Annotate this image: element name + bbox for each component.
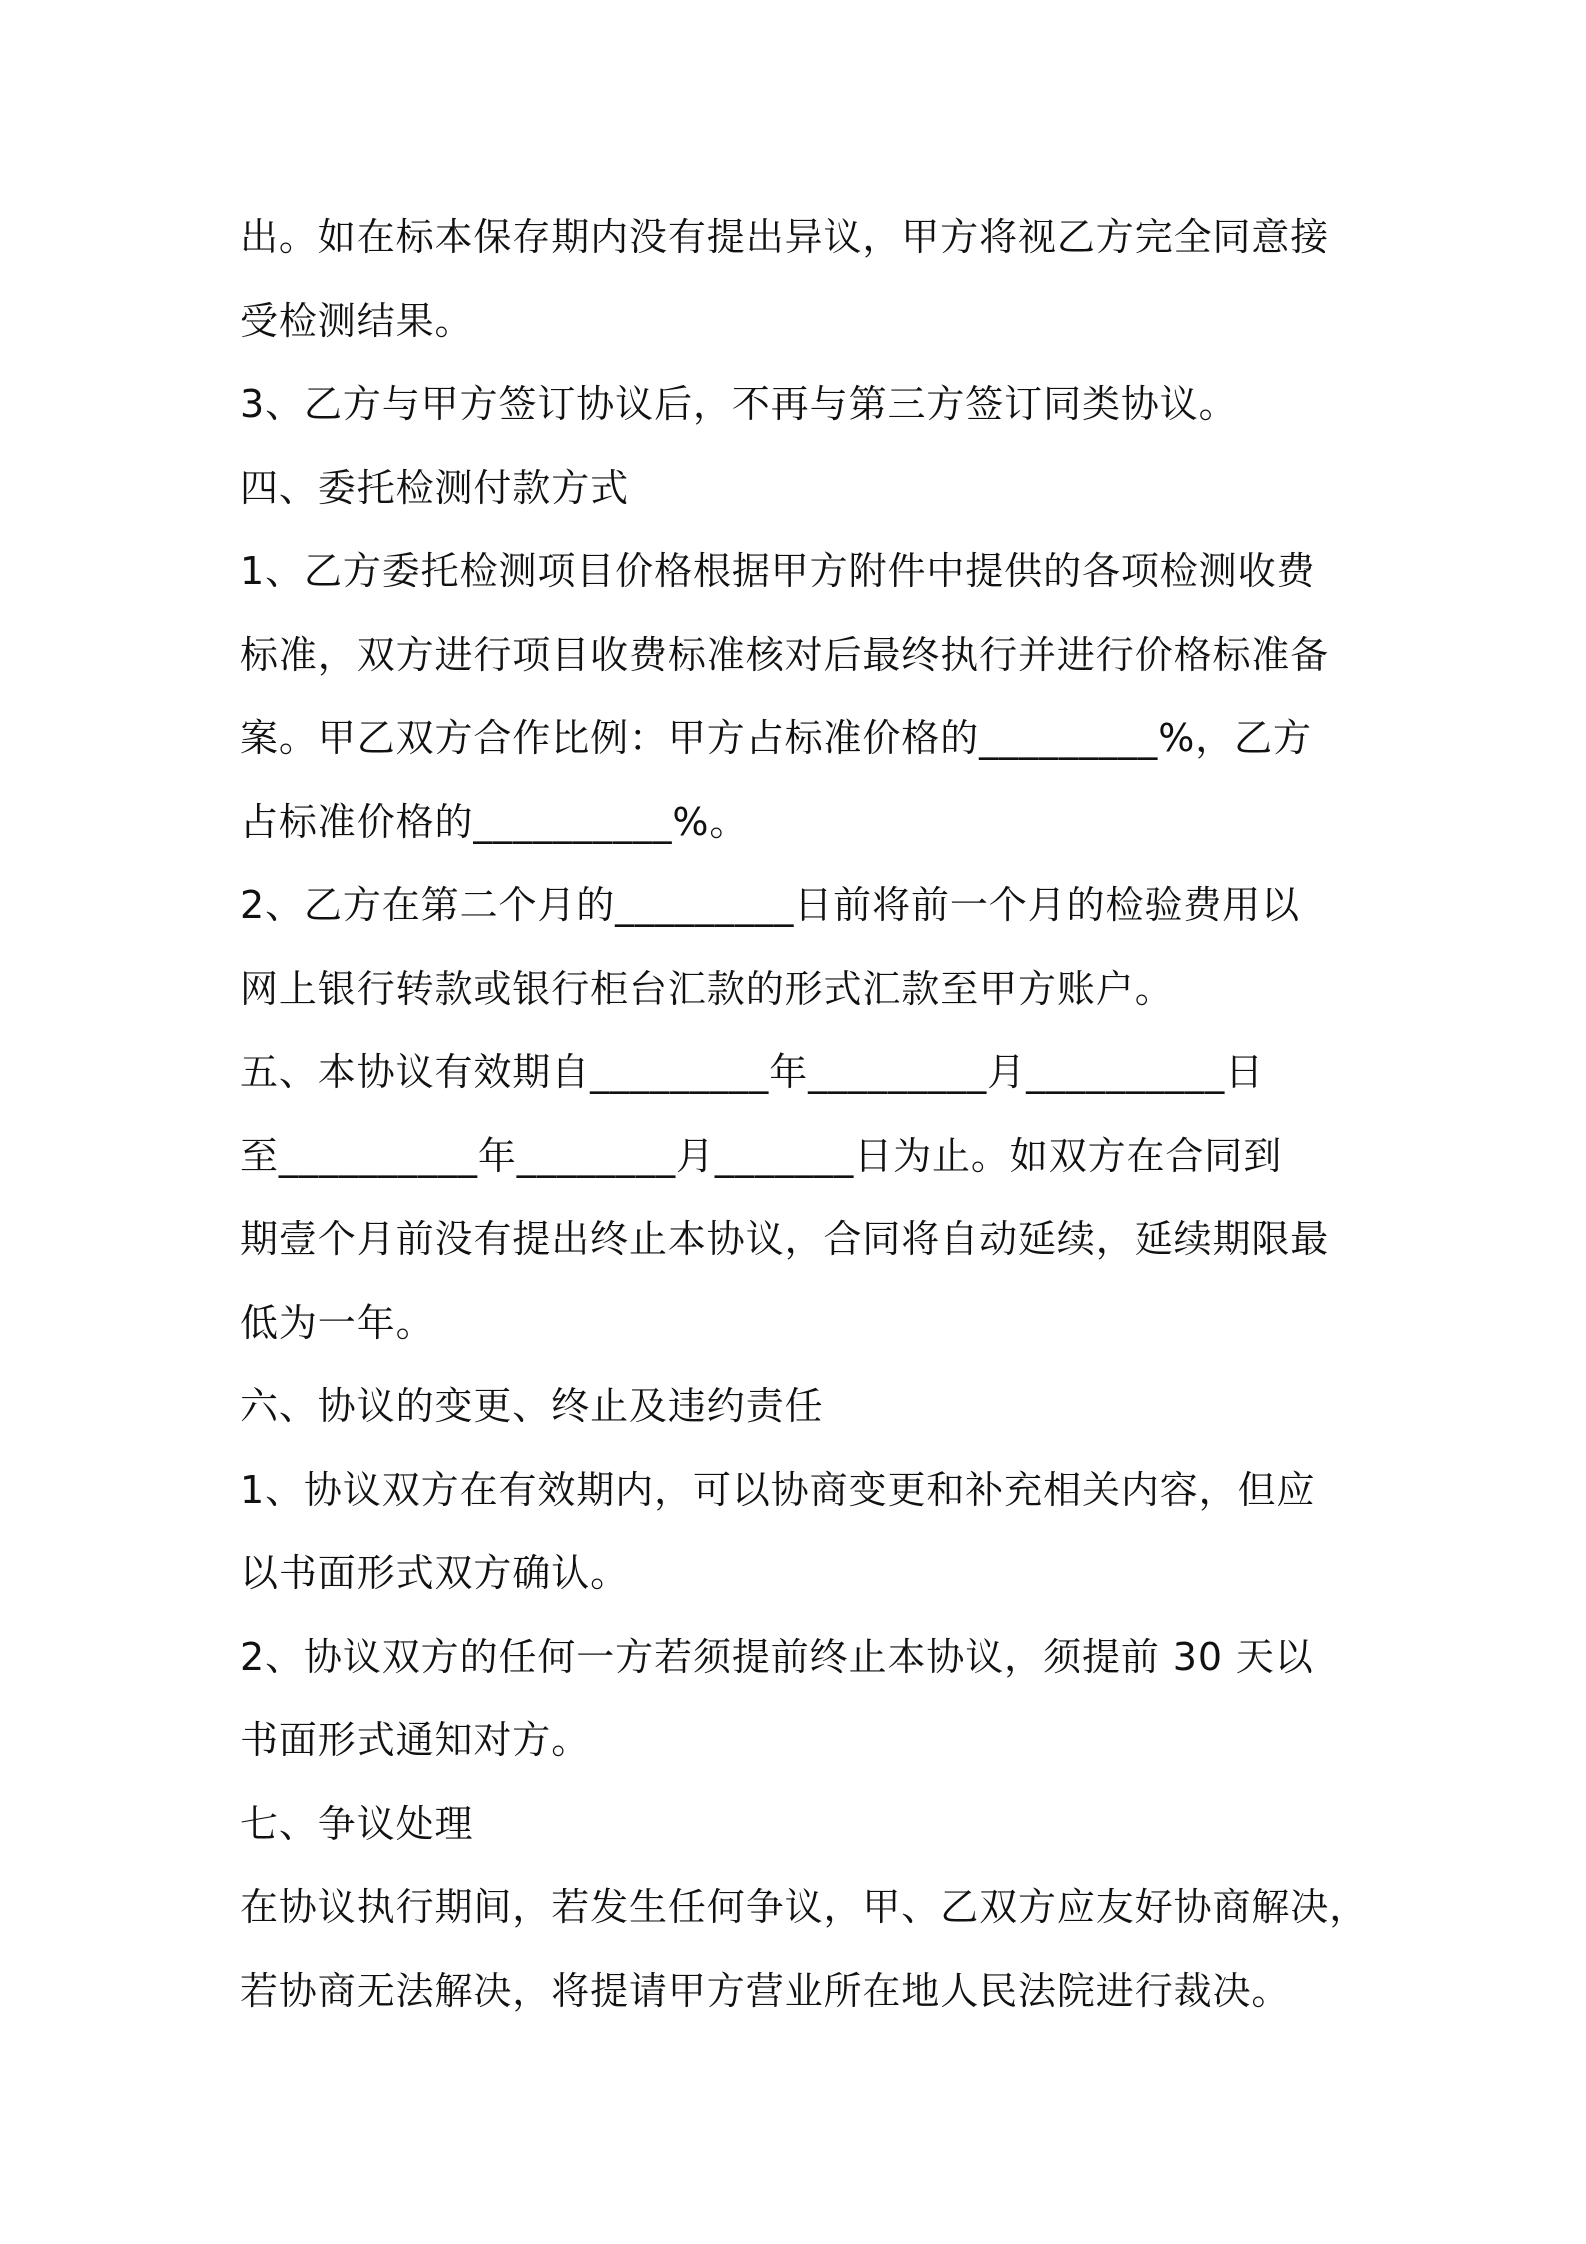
section-heading: 四、委托检测付款方式 [240, 465, 630, 510]
text-line: 以书面形式双方确认。 [240, 1551, 630, 1595]
text-line: 期壹个月前没有提出终止本协议，合同将自动延续，延续期限最 [240, 1217, 1330, 1261]
text-line: 标准，双方进行项目收费标准核对后最终执行并进行价格标准备 [240, 632, 1330, 677]
text-line: 2、乙方在第二个月的_________日前将前一个月的检验费用以 [240, 883, 1300, 927]
text-line: 出。如在标本保存期内没有提出异议，甲方将视乙方完全同意接 [240, 215, 1330, 259]
text-line: 2、协议双方的任何一方若须提前终止本协议，须提前 30 天以 [240, 1634, 1314, 1679]
text-line: 受检测结果。 [240, 298, 474, 343]
document-body [240, 196, 1369, 2033]
text-line: 1、乙方委托检测项目价格根据甲方附件中提供的各项检测收费 [240, 549, 1316, 593]
text-line: 占标准价格的__________%。 [240, 799, 749, 844]
section-heading: 五、本协议有效期自_________年_________月__________日 [240, 1050, 1265, 1094]
text-line: 在协议执行期间，若发生任何争议，甲、乙双方应友好协商解决， [240, 1885, 1369, 1929]
section-heading: 六、协议的变更、终止及违约责任 [240, 1384, 824, 1428]
text-line: 网上银行转款或银行柜台汇款的形式汇款至甲方账户。 [240, 966, 1174, 1011]
text-line: 若协商无法解决，将提请甲方营业所在地人民法院进行裁决。 [240, 1968, 1291, 2013]
text-line: 1、协议双方在有效期内，可以协商变更和补充相关内容，但应 [240, 1467, 1316, 1512]
text-line: 3、乙方与甲方签订协议后，不再与第三方签订同类协议。 [240, 382, 1238, 426]
text-line: 至__________年________月_______日为止。如双方在合同到 [240, 1133, 1283, 1178]
text-line: 低为一年。 [240, 1300, 435, 1345]
text-line: 书面形式通知对方。 [240, 1718, 591, 1762]
text-line: 案。甲乙双方合作比例：甲方占标准价格的_________%，乙方 [240, 716, 1312, 760]
section-heading: 七、争议处理 [240, 1801, 474, 1846]
